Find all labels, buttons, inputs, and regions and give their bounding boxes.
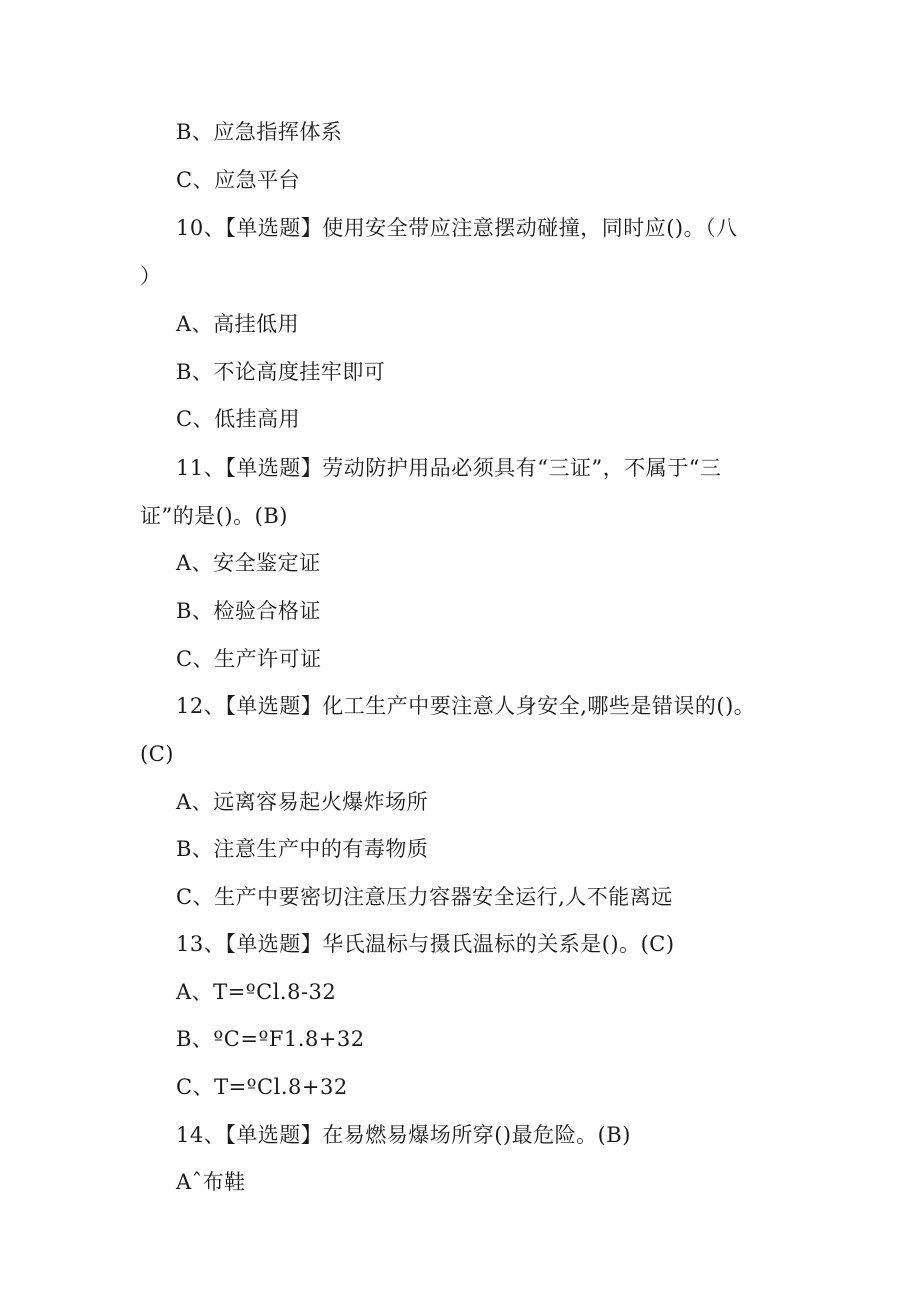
option-line: B、检验合格证: [176, 599, 321, 623]
option-line: B、注意生产中的有毒物质: [176, 837, 429, 861]
option-line: C、生产许可证: [176, 647, 322, 671]
option-line: B、应急指挥体系: [176, 120, 343, 144]
question-line: 10、【单选题】使用安全带应注意摆动碰撞，同时应()。（八: [176, 216, 738, 240]
option-line: C、生产中要密切注意压力容器安全运行,人不能离远: [176, 885, 673, 909]
option-line: A、高挂低用: [176, 312, 300, 336]
question-line: 12、【单选题】化工生产中要注意人身安全,哪些是错误的()。: [176, 694, 756, 718]
option-line: A、T=ºCl.8-32: [176, 980, 337, 1004]
option-line: B、不论高度挂牢即可: [176, 360, 386, 384]
option-line: B、ºC=ºF1.8+32: [176, 1027, 365, 1051]
option-line: C、T=ºCl.8+32: [176, 1075, 348, 1099]
question-line-continued: ）: [140, 264, 162, 288]
option-line: Aˆ布鞋: [176, 1170, 246, 1194]
question-line-continued: (C): [140, 742, 174, 766]
option-line: C、应急平台: [176, 168, 301, 192]
option-line: C、低挂高用: [176, 407, 301, 431]
question-line-continued: 证”的是()。(B): [140, 504, 288, 528]
question-line: 11、【单选题】劳动防护用品必须具有“三证”，不属于“三: [176, 456, 722, 480]
option-line: A、安全鉴定证: [176, 551, 321, 575]
question-line: 13、【单选题】华氏温标与摄氏温标的关系是()。(C): [176, 932, 675, 956]
question-line: 14、【单选题】在易燃易爆场所穿()最危险。(B): [176, 1123, 631, 1147]
option-line: A、远离容易起火爆炸场所: [176, 790, 429, 814]
